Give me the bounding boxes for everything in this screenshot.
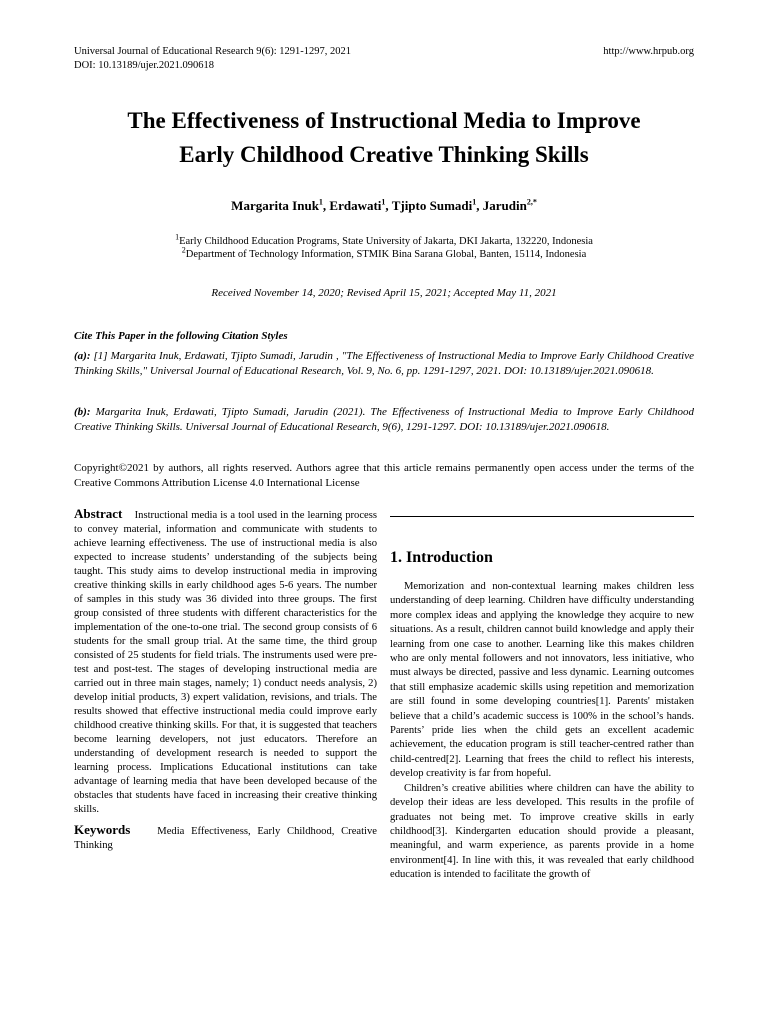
citation-heading: Cite This Paper in the following Citation Styles <box>74 330 288 342</box>
affiliation: $^2$Department of Technology Information, STMIK Bina Sarana Global, Banten, 15114, Indonesia <box>181 245 587 260</box>
column-divider <box>390 516 694 517</box>
keywords-text: Media Effectiveness, Early Childhood, Creative Thinking <box>74 826 377 851</box>
author: Tjipto Sumadi$^1$, <box>391 197 483 213</box>
doi: DOI: 10.13189/ujer.2021.090618 <box>74 60 214 71</box>
author: Margarita Inuk$^1$, <box>231 197 330 213</box>
title-line-2: Early Childhood Creative Thinking Skills <box>179 142 589 167</box>
author-list <box>0 198 768 214</box>
intro-paragraph-2: Children’s creative abilities where children can have the ability to develop their ideas are less developed. This results in the profile of graduates not being met. To improve creative skills in early childhood[3]. Kindergarten education should provide a pleasant, meaningful, and warm experience, as parents provide in a home environment[4]. In line with this, it was revealed that early childhood education is intended to facilitate the growth of <box>390 782 694 881</box>
citation-a-text: [1] Margarita Inuk, Erdawati, Tjipto Sumadi, Jarudin , "The Effectiveness of Instructional Media to Improve Early Childhood Creative Thinking Skills," Universal Journal of Educational Research, Vol. 9, No. 6, pp. 1291-1297, 2021. DOI: 10.13189/ujer.2021.090618. <box>74 350 695 377</box>
keywords-heading: Keywords <box>74 822 131 837</box>
citation-a-label: (a): <box>74 350 91 362</box>
title-line-1: The Effectiveness of Instructional Media to Improve <box>127 108 641 133</box>
affiliation: $^1$Early Childhood Education Programs, State University of Jakarta, DKI Jakarta, 132220, Indonesia <box>175 232 593 247</box>
introduction-heading: 1. Introduction <box>390 549 493 566</box>
citation-style-b <box>74 405 694 434</box>
author: Jarudin$^{2,*}$ <box>482 197 537 213</box>
journal-url[interactable]: http://www.hrpub.org <box>603 46 694 57</box>
abstract-text: Instructional media is a tool used in the learning process to convey material, information and communicate with students to achieve learning effectiveness. The use of instructional media is also expected to increase students’ understanding of the subjects being taught. This study aims to develop instructional media in improving creative thinking skills in early childhood ages 5-6 years. The number of samples in this study was 36 divided into three groups. The first group consisted of three students with different characteristics for the implementation of the one-to-one trial. The second group consists of 6 students for the small group trial. At the same time, the third group consisted of 25 students for field trials. The instruments used were pre-test and post-test. The stages of developing instructional media are carried out in three main stages, namely; 1) conduct needs analysis, 2) develop initial products, 3) expert validation, revisions, and trials. The results showed that effective instructional media could improve early childhood creative thinking skills. For that, it is suggested that teachers become learning developers, not just educators. Therefore an understanding of development research is needed to support the learning process. Implications Educational institutions can take advantage of learning media that have been developed because of the obstacles that students have faced in increasing their creative thinking skills. <box>74 510 378 815</box>
paper-title <box>0 104 768 172</box>
introduction-body <box>390 580 694 883</box>
intro-paragraph-1: Memorization and non-contextual learning makes children less understanding of deep learning. Children have difficulty understanding more complex ideas and applying the knowledge they acquire to new situations. As a result, children cannot build knowledge and apply their learning from one case to another. Learning like this makes children who are only mental followers and not innovators, less initiative, who must always be directed, passive and less dynamic. Learning outcomes that still emphasize academic skills using repetition and memorization are still found in some developing countries[1]. Parents' mistaken believe that a child’s academic success is 100% in the school’s hands. Parents’ pride lies when the child gets an excellent academic achievement, the education program is still teacher-centred rather than child-centred[2]. Learning that frees the child to reflect his interests, develop creativity is far from hopeful. <box>390 581 694 780</box>
abstract-heading: Abstract <box>74 506 123 521</box>
citation-style-a <box>74 349 694 378</box>
submission-dates: Received November 14, 2020; Revised April 15, 2021; Accepted May 11, 2021 <box>211 287 557 299</box>
copyright-notice: Copyright©2021 by authors, all rights reserved. Authors agree that this article remains permanently open access under the terms of the Creative Commons Attribution License 4.0 International License <box>74 462 694 489</box>
keywords <box>74 823 377 853</box>
running-header <box>74 45 351 73</box>
affiliations <box>0 232 768 261</box>
journal-citation: Universal Journal of Educational Research 9(6): 1291-1297, 2021 <box>74 46 352 57</box>
citation-b-label: (b): <box>74 406 91 418</box>
author: Erdawati$^1$, <box>329 197 392 213</box>
abstract <box>74 507 377 817</box>
citation-b-text: Margarita Inuk, Erdawati, Tjipto Sumadi, Jarudin (2021). The Effectiveness of Instructional Media to Improve Early Childhood Creative Thinking Skills. Universal Journal of Educational Research, 9(6), 1291-1297. DOI: 10.13189/ujer.2021.090618. <box>74 406 695 433</box>
abstract-section <box>74 507 377 853</box>
